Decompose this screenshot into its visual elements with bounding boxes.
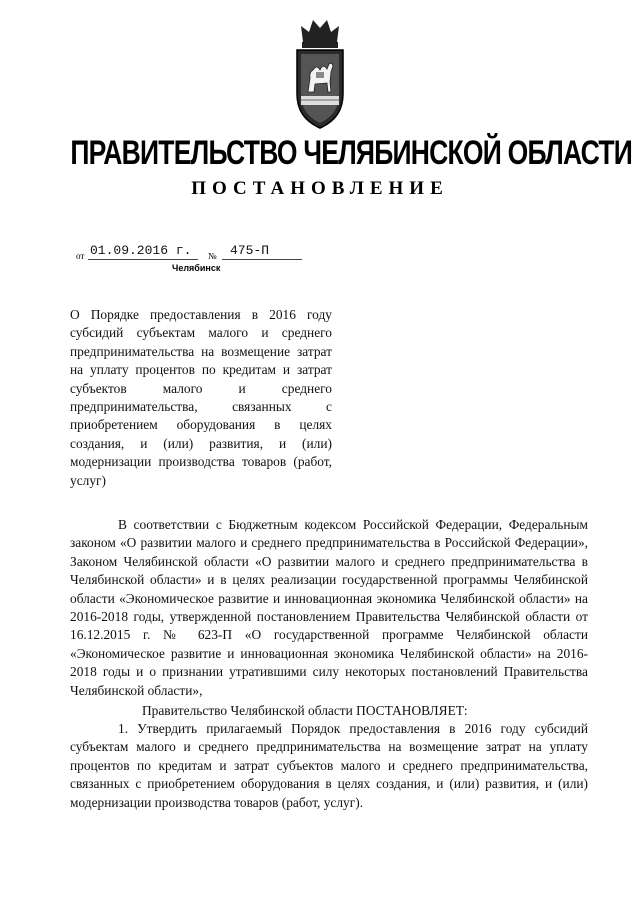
decree-line: Правительство Челябинской области ПОСТАНОВЛЯЕТ: xyxy=(142,703,468,718)
preamble-paragraph: В соответствии с Бюджетным кодексом Российской Федерации, Федеральным законом «О развитии малого и среднего предпринимательства в Российской Федерации», Законом Челябинской области «О развитии малого и среднего предпринимательства в Челябинской области» и в целях реализации государственной программы Челябинской области «Экономическое развитие и инновационная экономика Челябинской области» на 2016-2018 годы, утвержденной постановлением Правительства Челябинской области от 16.12.2015 г. № 623-П «О государственной программе Челябинской области «Экономическое развитие и инновационная экономика Челябинской области» на 2016-2018 годы и о признании утратившими силу некоторых постановлений Правительства Челябинской области», xyxy=(70,517,588,698)
date-prefix: от xyxy=(76,251,85,261)
city-name: Челябинск xyxy=(172,263,221,273)
document-number: 475-П xyxy=(230,243,270,258)
document-date: 01.09.2016 г. xyxy=(90,243,192,258)
number-underline xyxy=(222,259,302,260)
number-prefix: № xyxy=(208,251,217,261)
document-subject: О Порядке предоставления в 2016 году субсидий субъектам малого и среднего предпринимательства на возмещение затрат на уплату процентов по кредитам и затрат субъектов малого и среднего предпринимательства, связанных с приобретением оборудования в целях создания, и (или) развития, и (или) модернизации производства товаров (работ, услуг) xyxy=(70,307,332,488)
item-1-paragraph: 1. Утвердить прилагаемый Порядок предоставления в 2016 году субсидий субъектам малого и среднего предпринимательства на возмещение затрат на уплату процентов по кредитам и затрат субъектов малого и среднего предпринимательства, связанных с приобретением оборудования в целях создания, и (или) развития, и (или) модернизации производства товаров (работ, услуг). xyxy=(70,721,588,810)
date-underline xyxy=(88,259,198,260)
government-title: ПРАВИТЕЛЬСТВО ЧЕЛЯБИНСКОЙ ОБЛАСТИ xyxy=(70,134,633,172)
document-type: ПОСТАНОВЛЕНИЕ xyxy=(191,178,449,199)
coat-of-arms-icon xyxy=(289,12,351,132)
document-body xyxy=(70,516,588,700)
document-meta xyxy=(76,243,316,263)
